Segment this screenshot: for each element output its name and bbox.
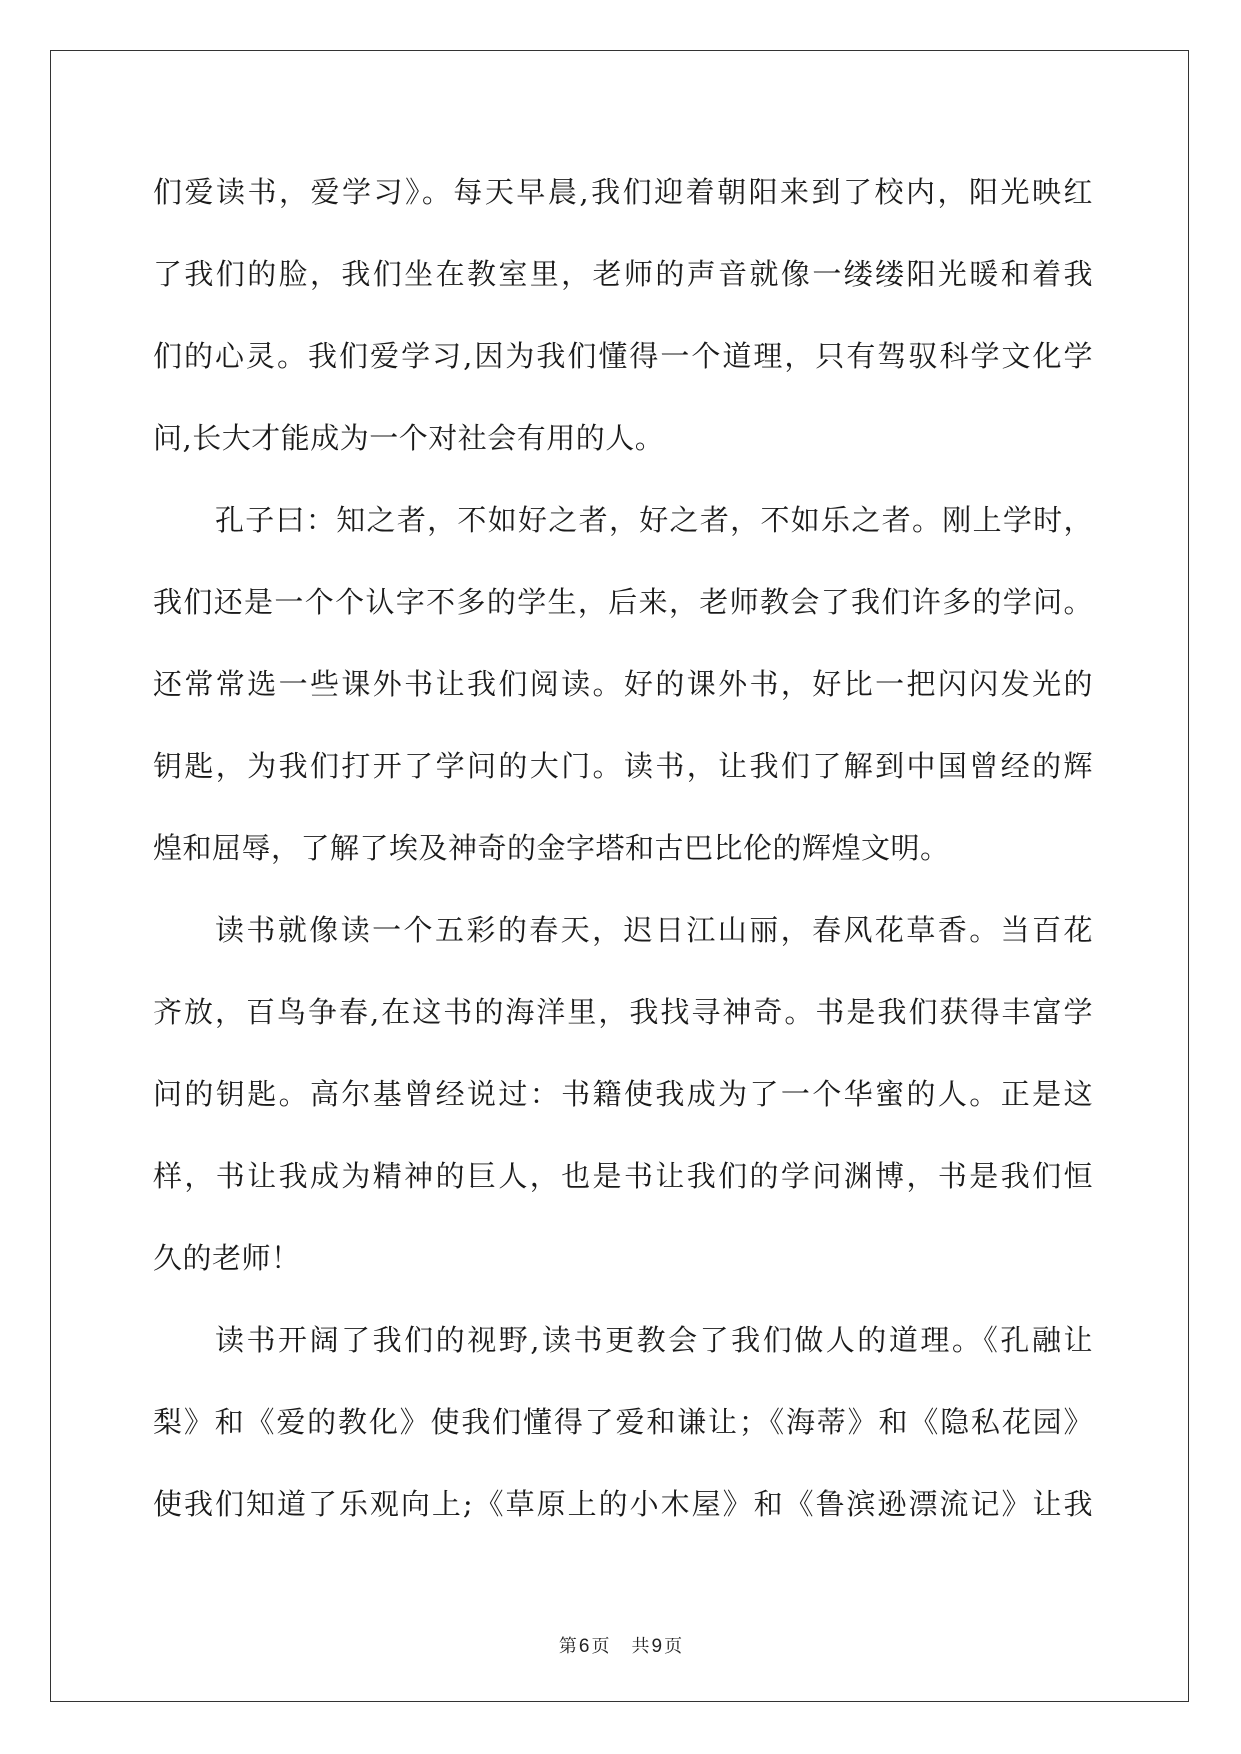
text-line: 梨》和《爱的教化》使我们懂得了爱和谦让；《海蒂》和《隐私花园》 (153, 1405, 1093, 1439)
text-line: 使我们知道了乐观向上;《草原上的小木屋》和《鲁滨逊漂流记》让我 (153, 1487, 1093, 1521)
text-line: 了我们的脸，我们坐在教室里，老师的声音就像一缕缕阳光暖和着我 (153, 257, 1093, 291)
text-line: 我们还是一个个认字不多的学生，后来，老师教会了我们许多的学问。 (153, 585, 1093, 619)
total-suffix: 页 (664, 1636, 683, 1657)
text-line: 样，书让我成为精神的巨人，也是书让我们的学问渊博，书是我们恒 (153, 1159, 1093, 1193)
text-line: 齐放，百鸟争春,在这书的海洋里，我找寻神奇。书是我们获得丰富学 (153, 995, 1093, 1029)
text-line: 孔子曰：知之者，不如好之者，好之者，不如乐之者。刚上学时， (215, 503, 1093, 537)
text-line: 读书就像读一个五彩的春天，迟日江山丽，春风花草香。当百花 (215, 913, 1093, 947)
page-number-label (559, 1636, 610, 1657)
text-line: 煌和屈辱，了解了埃及神奇的金字塔和古巴比伦的辉煌文明。 (153, 831, 950, 865)
text-line: 还常常选一些课外书让我们阅读。好的课外书，好比一把闪闪发光的 (153, 667, 1093, 701)
text-line: 久的老师！ (153, 1241, 301, 1275)
text-line: 读书开阔了我们的视野,读书更教会了我们做人的道理。《孔融让 (215, 1323, 1093, 1357)
current-page-number: 6 (578, 1636, 590, 1657)
page-footer (0, 1632, 1241, 1658)
text-line: 们爱读书，爱学习》。每天早晨,我们迎着朝阳来到了校内，阳光映红 (153, 175, 1093, 209)
text-line: 问,长大才能成为一个对社会有用的人。 (153, 421, 665, 455)
total-pages-label (632, 1636, 683, 1657)
text-line: 们的心灵。我们爱学习,因为我们懂得一个道理，只有驾驭科学文化学 (153, 339, 1093, 373)
text-line: 钥匙，为我们打开了学问的大门。读书，让我们了解到中国曾经的辉 (153, 749, 1093, 783)
total-page-number: 9 (651, 1636, 663, 1657)
text-line: 问的钥匙。高尔基曾经说过：书籍使我成为了一个华蜜的人。正是这 (153, 1077, 1093, 1111)
page-suffix: 页 (591, 1636, 610, 1657)
document-body (153, 164, 1093, 1558)
total-prefix: 共 (631, 1636, 650, 1657)
page-prefix: 第 (558, 1636, 577, 1657)
